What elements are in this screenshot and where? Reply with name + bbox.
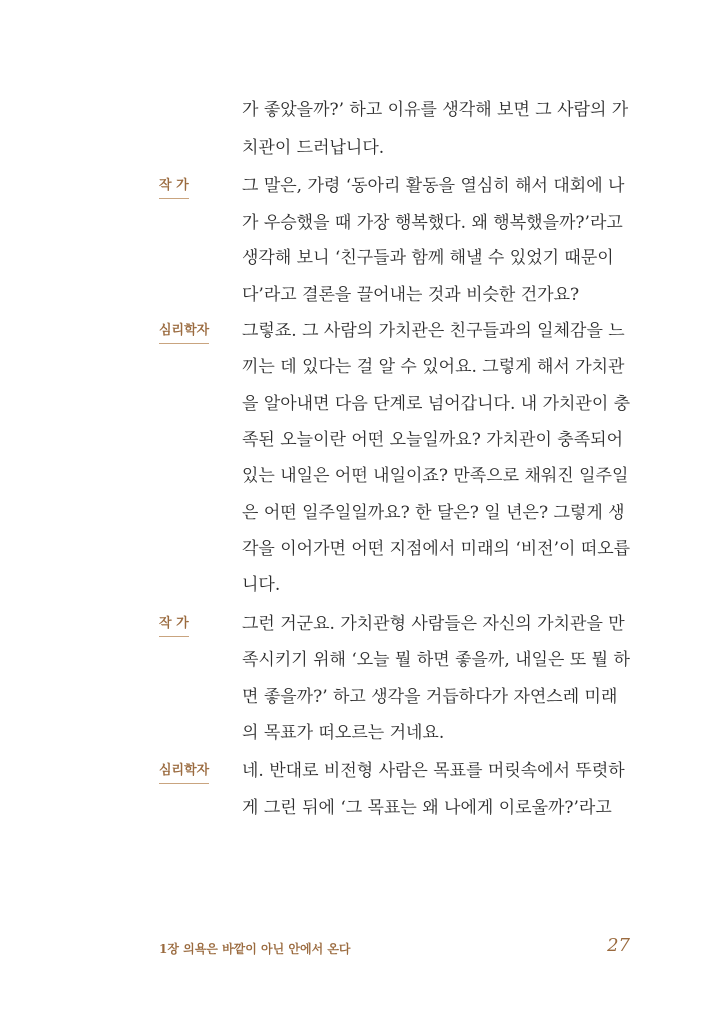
body-line: 가 우승했을 때 가장 행복했다. 왜 행복했을까?’라고 bbox=[242, 213, 623, 233]
body-line: 게 그린 뒤에 ‘그 목표는 왜 나에게 이로울까?’라고 bbox=[242, 798, 612, 818]
body-line: 있는 내일은 어떤 내일이죠? 만족으로 채워진 일주일 bbox=[242, 466, 629, 486]
body-line: 네. 반대로 비전형 사람은 목표를 머릿속에서 뚜렷하 bbox=[242, 761, 625, 781]
body-line: 다’라고 결론을 끌어내는 것과 비슷한 건가요? bbox=[242, 285, 580, 305]
body-line: 그렇죠. 그 사람의 가치관은 친구들과의 일체감을 느 bbox=[242, 321, 625, 341]
body-line: 니다. bbox=[242, 575, 281, 595]
speaker-label-writer: 작 가 bbox=[159, 614, 189, 637]
body-line: 면 좋을까?’ 하고 생각을 거듭하다가 자연스레 미래 bbox=[242, 687, 618, 707]
speaker-label-writer: 작 가 bbox=[159, 176, 189, 199]
body-line: 각을 이어가면 어떤 지점에서 미래의 ‘비전’이 떠오릅 bbox=[242, 539, 630, 559]
speaker-label-psychologist: 심리학자 bbox=[159, 321, 209, 344]
speaker-label-psychologist: 심리학자 bbox=[159, 761, 209, 784]
body-line: 생각해 보니 ‘친구들과 함께 해낼 수 있었기 때문이 bbox=[242, 248, 614, 268]
body-line: 그 말은, 가령 ‘동아리 활동을 열심히 해서 대회에 나 bbox=[242, 176, 625, 196]
body-line: 가 좋았을까?’ 하고 이유를 생각해 보면 그 사람의 가 bbox=[242, 100, 629, 120]
body-line: 은 어떤 일주일일까요? 한 달은? 일 년은? 그렇게 생 bbox=[242, 503, 625, 523]
body-line: 족된 오늘이란 어떤 오늘일까요? 가치관이 충족되어 bbox=[242, 430, 623, 450]
body-line: 그런 거군요. 가치관형 사람들은 자신의 가치관을 만 bbox=[242, 614, 625, 634]
body-line: 의 목표가 떠오르는 거네요. bbox=[242, 723, 445, 743]
body-line: 을 알아내면 다음 단계로 넘어갑니다. 내 가치관이 충 bbox=[242, 394, 630, 414]
body-line: 끼는 데 있다는 걸 알 수 있어요. 그렇게 해서 가치관 bbox=[242, 357, 625, 377]
body-line: 치관이 드러납니다. bbox=[242, 138, 385, 158]
page-number: 27 bbox=[607, 935, 630, 956]
running-footer-chapter: 1장 의욕은 바깥이 아닌 안에서 온다 bbox=[159, 942, 351, 956]
body-line: 족시키기 위해 ‘오늘 뭘 하면 좋을까, 내일은 또 뭘 하 bbox=[242, 650, 630, 670]
